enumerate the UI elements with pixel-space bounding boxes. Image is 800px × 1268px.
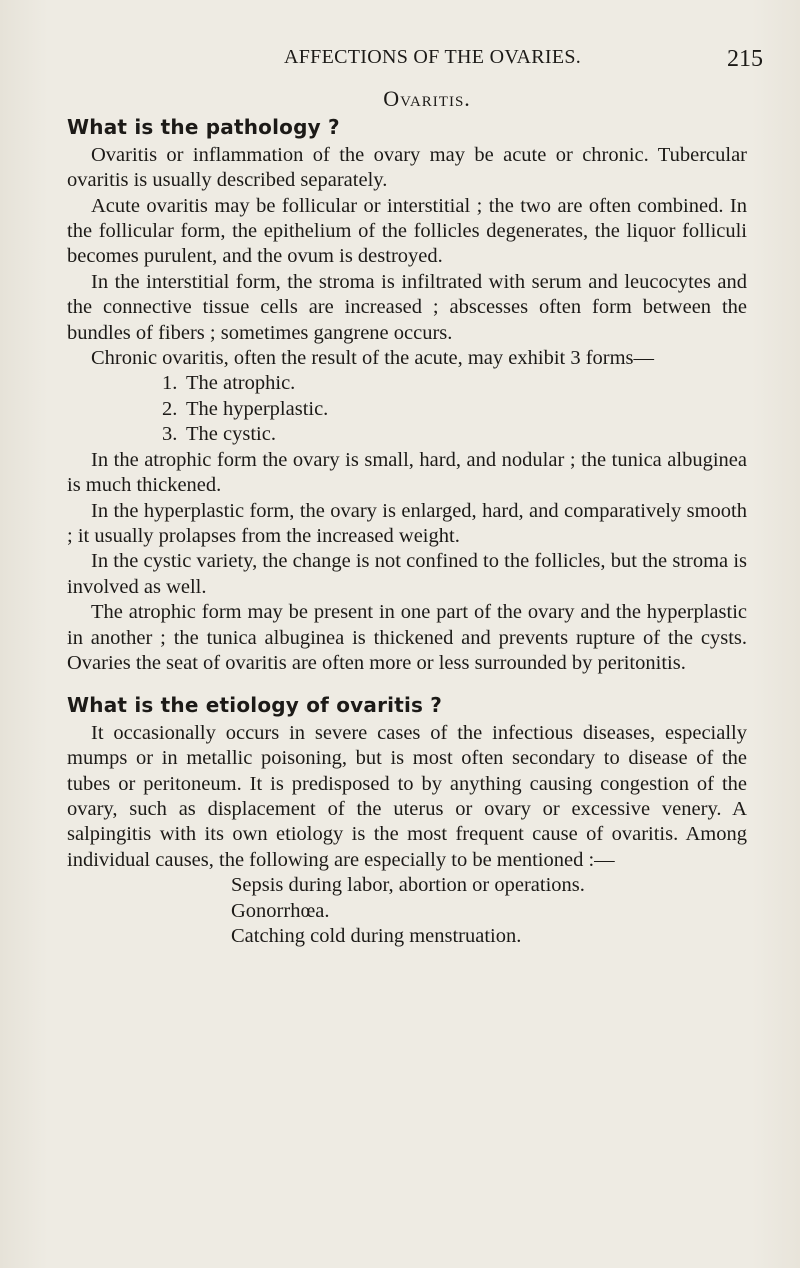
list-item-number: 2. (162, 397, 178, 420)
causes-list (67, 873, 747, 949)
list-item-text: The atrophic. (186, 372, 296, 395)
pathology-question: What is the pathology ? (67, 115, 340, 140)
list-item: Sepsis during labor, abortion or operations. (231, 874, 585, 897)
running-head (0, 46, 800, 76)
pathology-paragraph: Ovaritis or inflammation of the ovary may be acute or chronic. Tubercular ovaritis is usually described separately. (67, 143, 747, 192)
page-body (67, 86, 747, 949)
list-item (162, 371, 747, 396)
list-item-number: 1. (162, 372, 178, 395)
running-title: AFFECTIONS OF THE OVARIES. (284, 46, 582, 68)
page-number: 215 (727, 46, 763, 72)
list-item (162, 397, 747, 422)
list-item: Catching cold during menstruation. (231, 925, 522, 947)
pathology-paragraph: Chronic ovaritis, often the result of the acute, may exhibit 3 forms— (91, 347, 655, 370)
list-item-number: 3. (162, 423, 178, 446)
pathology-paragraph: In the interstitial form, the stroma is infiltrated with serum and leucocytes and the connective tissue cells are increased ; abscesses often form between the bundles of fibers ; sometimes gangrene occurs. (67, 270, 747, 344)
etiology-question: What is the etiology of ovaritis ? (67, 693, 443, 718)
pathology-paragraph: Acute ovaritis may be follicular or interstitial ; the two are often combined. In the follicular form, the epithelium of the follicles degenerates, the liquor folliculi becomes purulent, and the ovum is destroyed. (67, 194, 747, 268)
etiology-paragraph: It occasionally occurs in severe cases of the infectious diseases, especially mumps or in metallic poisoning, but is most often secondary to disease of the tubes or peritoneum. It is predisposed to by anything causing congestion of the ovary, such as displacement of the uterus or ovary or excessive venery. A salpingitis with its own etiology is the most frequent cause of ovaritis. Among individual causes, the following are especially to be mentioned :— (67, 721, 747, 871)
pathology-paragraph: The atrophic form may be present in one part of the ovary and the hyperplastic in another ; the tunica albuginea is thickened and prevents rupture of the cysts. Ovaries the seat of ovaritis are often more or less surrounded by peritonitis. (67, 601, 747, 674)
pathology-paragraph: In the atrophic form the ovary is small, hard, and nodular ; the tunica albuginea is much thickened. (67, 448, 747, 497)
list-item-text: The cystic. (186, 423, 276, 446)
list-item (162, 422, 747, 447)
chronic-forms-list (67, 371, 747, 447)
pathology-paragraph: In the hyperplastic form, the ovary is enlarged, hard, and comparatively smooth ; it usually prolapses from the increased weight. (67, 499, 747, 547)
pathology-paragraph: In the cystic variety, the change is not confined to the follicles, but the stroma is involved as well. (67, 550, 747, 598)
list-item: Gonorrhœa. (231, 899, 330, 922)
section-heading: Ovaritis. (383, 86, 471, 111)
list-item-text: The hyperplastic. (186, 397, 329, 420)
